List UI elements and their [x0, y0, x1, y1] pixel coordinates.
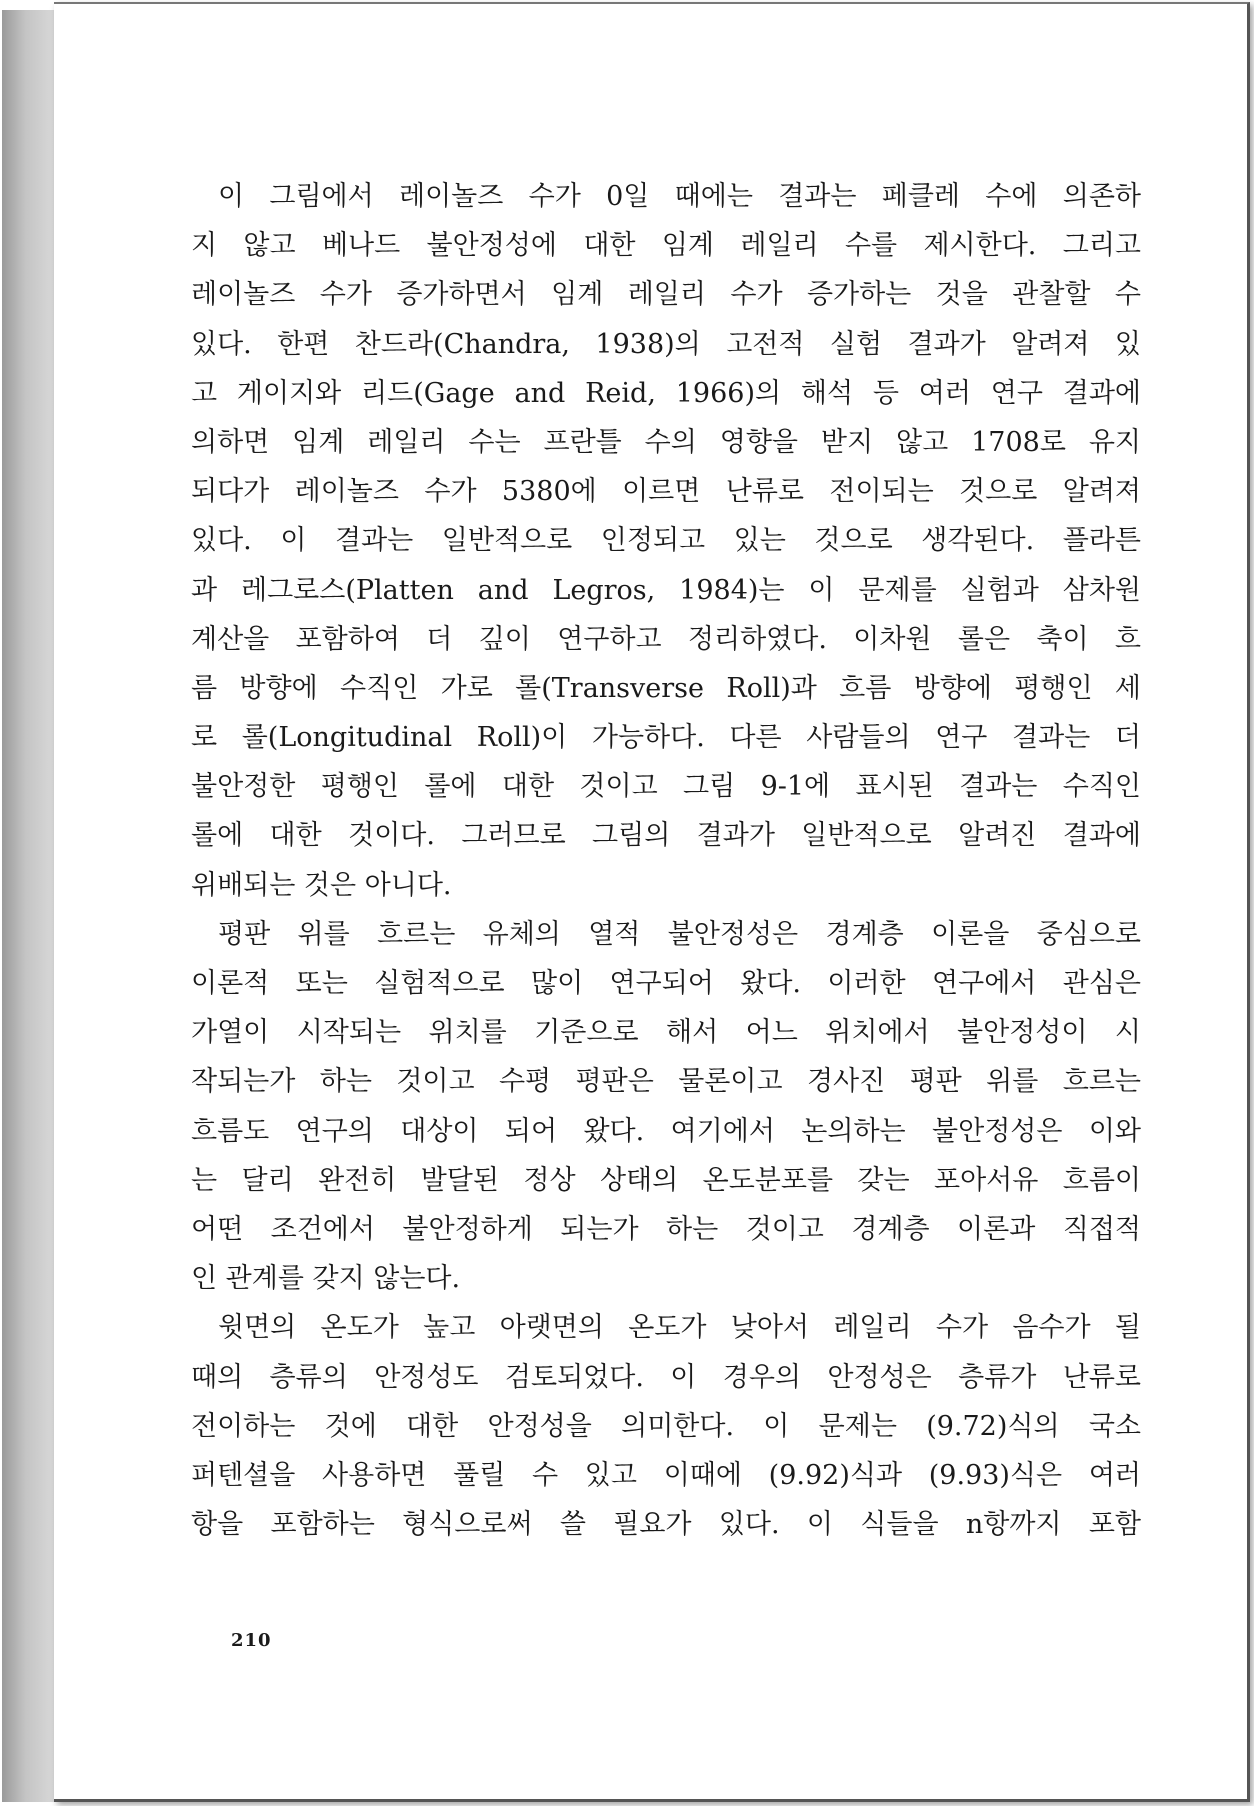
text-line: 레이놀즈 수가 증가하면서 임계 레일리 수가 증가하는 것을 관찰할 수	[191, 279, 1141, 311]
text-line: 름 방향에 수직인 가로 롤(Transverse Roll)과 흐름 방향에 평행인 세	[191, 672, 1141, 704]
text-line: 계산을 포함하여 더 깊이 연구하고 정리하였다. 이차원 롤은 축이 흐	[191, 623, 1141, 655]
text-line: 불안정한 평행인 롤에 대한 것이고 그림 9-1에 표시된 결과는 수직인	[191, 771, 1141, 803]
text-line: 퍼텐셜을 사용하면 풀릴 수 있고 이때에 (9.92)식과 (9.93)식은 여러	[191, 1459, 1141, 1491]
text-line: 때의 층류의 안정성도 검토되었다. 이 경우의 안정성은 층류가 난류로	[191, 1361, 1141, 1393]
text-line: 지 않고 베나드 불안정성에 대한 임계 레일리 수를 제시한다. 그리고	[191, 230, 1141, 262]
text-line: 는 달리 완전히 발달된 정상 상태의 온도분포를 갖는 포아서유 흐름이	[191, 1164, 1141, 1196]
text-line: 있다. 한편 찬드라(Chandra, 1938)의 고전적 실험 결과가 알려져 있	[191, 328, 1141, 360]
text-line: 작되는가 하는 것이고 수평 평판은 물론이고 경사진 평판 위를 흐르는	[191, 1066, 1141, 1098]
text-line: 인 관계를 갖지 않는다.	[191, 1263, 461, 1295]
text-line: 이 그림에서 레이놀즈 수가 0일 때에는 결과는 페클레 수에 의존하	[218, 181, 1141, 212]
text-line: 있다. 이 결과는 일반적으로 인정되고 있는 것으로 생각된다. 플라튼	[191, 525, 1141, 557]
text-line: 평판 위를 흐르는 유체의 열적 불안정성은 경계층 이론을 중심으로	[218, 918, 1141, 950]
body-text	[191, 172, 1141, 1549]
text-line: 어떤 조건에서 불안정하게 되는가 하는 것이고 경계층 이론과 직접적	[191, 1213, 1141, 1245]
text-line: 위배되는 것은 아니다.	[191, 869, 452, 901]
text-line: 전이하는 것에 대한 안정성을 의미한다. 이 문제는 (9.72)식의 국소	[191, 1410, 1141, 1442]
text-line: 가열이 시작되는 위치를 기준으로 해서 어느 위치에서 불안정성이 시	[191, 1017, 1141, 1049]
text-line: 고 게이지와 리드(Gage and Reid, 1966)의 해석 등 여러 연구 결과에	[191, 377, 1141, 409]
text-line: 로 롤(Longitudinal Roll)이 가능하다. 다른 사람들의 연구 결과는 더	[191, 722, 1141, 754]
text-line: 이론적 또는 실험적으로 많이 연구되어 왔다. 이러한 연구에서 관심은	[191, 968, 1141, 999]
text-line: 되다가 레이놀즈 수가 5380에 이르면 난류로 전이되는 것으로 알려져	[191, 476, 1141, 508]
text-line: 과 레그로스(Platten and Legros, 1984)는 이 문제를 실험과 삼차원	[191, 574, 1141, 606]
text-line: 의하면 임계 레일리 수는 프란틀 수의 영향을 받지 않고 1708로 유지	[191, 426, 1141, 458]
text-line: 항을 포함하는 형식으로써 쓸 필요가 있다. 이 식들을 n항까지 포함	[191, 1509, 1141, 1541]
text-line: 롤에 대한 것이다. 그러므로 그림의 결과가 일반적으로 알려진 결과에	[191, 820, 1141, 852]
book-spine	[2, 10, 55, 1802]
text-line: 흐름도 연구의 대상이 되어 왔다. 여기에서 논의하는 불안정성은 이와	[191, 1115, 1141, 1147]
page-number: 210	[231, 1630, 272, 1651]
text-line: 윗면의 온도가 높고 아랫면의 온도가 낮아서 레일리 수가 음수가 될	[218, 1312, 1141, 1344]
book-page	[54, 2, 1250, 1802]
